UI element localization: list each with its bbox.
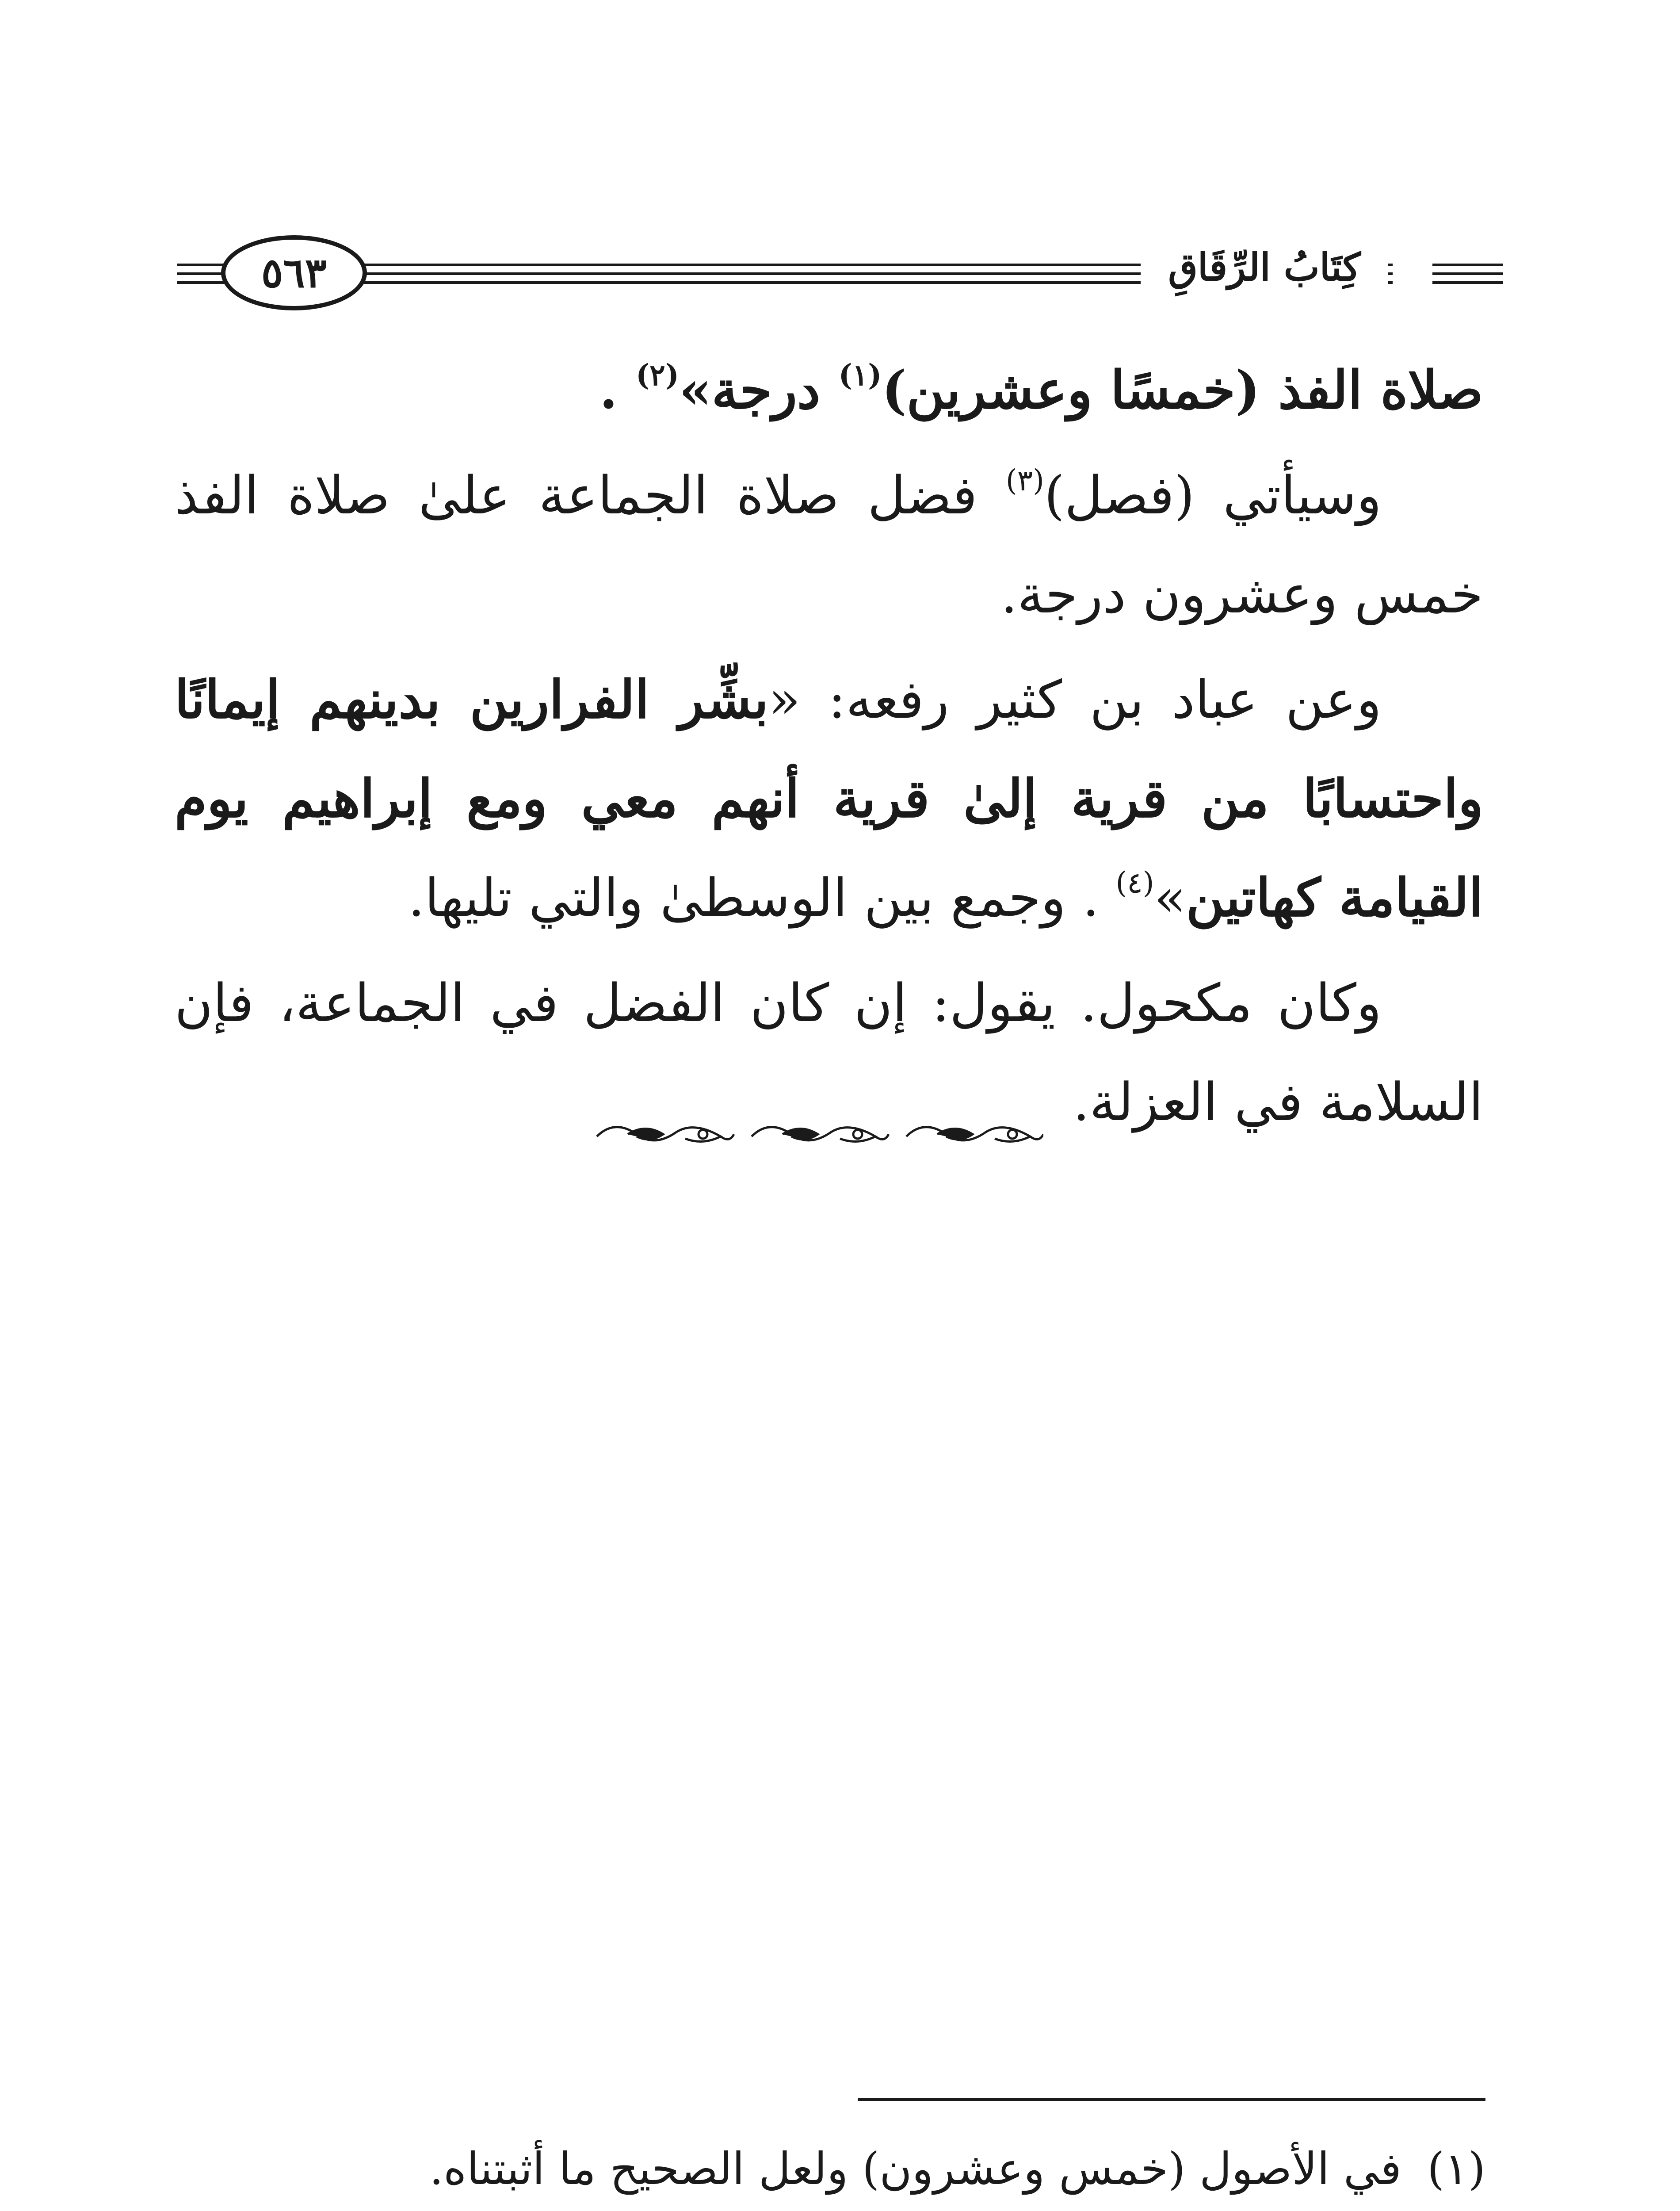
paragraph-2-text: وسيأتي (فصل) <box>1044 465 1382 526</box>
paragraph-3 <box>175 650 1483 947</box>
running-header-title: كِتَابُ الرِّقَاقِ <box>1141 239 1388 296</box>
header-rule-gap <box>1393 256 1432 292</box>
main-text <box>175 340 1483 1158</box>
footnote-number: (١) <box>1427 2143 1485 2195</box>
paragraph-2 <box>175 446 1483 644</box>
hadith-quote: بشِّر الفرارين بدينهم إيمانًا واحتسابًا من قرية إلىٰ قرية أنهم معي ومع إبراهيم يوم القيامة كهاتين <box>175 669 1483 928</box>
footnote-ref-4: (٤) <box>1115 866 1154 900</box>
paragraph-3-text-2: . وجمع بين الوسطىٰ والتي تليها. <box>408 867 1116 928</box>
paragraph-1-text: صلاة الفذ (خمسًا وعشرين) <box>882 359 1483 421</box>
footnote-1 <box>177 2127 1485 2211</box>
section-ornament-icon <box>588 1114 1043 1154</box>
paragraph-1-text-2: درجة» <box>679 359 839 421</box>
footnote-separator <box>858 2098 1485 2101</box>
page-number: ٥٦٣ <box>261 249 327 297</box>
paragraph-1 <box>175 340 1483 440</box>
footnote-ref-2: (٢) <box>636 358 679 392</box>
page-number-badge <box>221 235 367 310</box>
footnotes <box>177 2127 1485 2211</box>
paragraph-1-text-3: . <box>599 359 636 421</box>
footnote-ref-1: (١) <box>838 358 882 392</box>
footnote-text: في الأصول (خمس وعشرون) ولعل الصحيح ما أثبتناه. <box>429 2143 1401 2195</box>
paragraph-3-text: وعن عباد بن كثير رفعه: « <box>768 669 1382 730</box>
paragraph-4: وكان مكحول. يقول: إن كان الفضل في الجماعة، فإن السلامة في العزلة. <box>175 972 1483 1132</box>
paragraph-2-text-2: فضل صلاة الجماعة علىٰ صلاة الفذ خمس وعشرون درجة. <box>175 465 1483 625</box>
footnote-ref-3: (٣) <box>1005 463 1044 497</box>
paragraph-3-quote-close: » <box>1154 867 1186 928</box>
